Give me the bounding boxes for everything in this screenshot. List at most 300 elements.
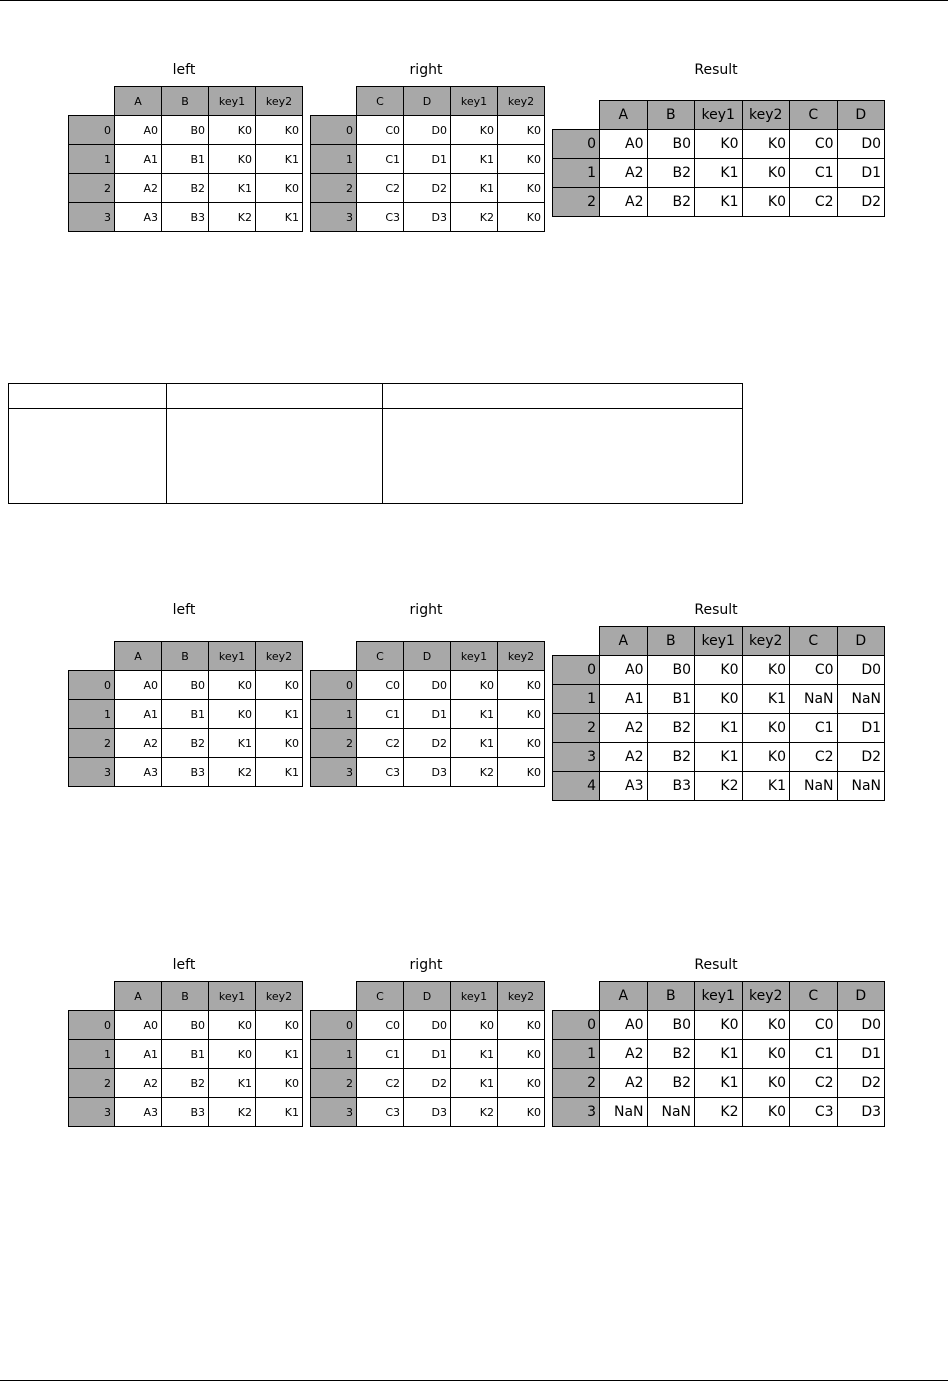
table-cell: B0 — [647, 130, 695, 159]
table-cell: K0 — [498, 700, 545, 729]
table-cell: K1 — [451, 1040, 498, 1069]
table-row — [69, 729, 303, 758]
row-index: 0 — [311, 116, 357, 145]
table-cell: K0 — [498, 758, 545, 787]
table-cell: B1 — [162, 700, 209, 729]
table-cell: A2 — [115, 174, 162, 203]
table-cell: K0 — [209, 700, 256, 729]
table-cell: B3 — [162, 1098, 209, 1127]
table-cell: K2 — [695, 772, 743, 801]
table-cell: K0 — [695, 1011, 743, 1040]
table-cell: K2 — [695, 1098, 743, 1127]
table-cell: K0 — [209, 1011, 256, 1040]
result-caption: Result — [694, 957, 738, 973]
corner-cell — [553, 982, 600, 1011]
table-row — [311, 174, 545, 203]
column-header: key2 — [256, 642, 303, 671]
table-cell: C2 — [790, 743, 838, 772]
left-table — [68, 86, 303, 232]
table-cell: K1 — [695, 743, 743, 772]
left-table — [68, 641, 303, 787]
table-row — [553, 1011, 885, 1040]
table-cell: C2 — [790, 1069, 838, 1098]
table-cell: C3 — [357, 203, 404, 232]
table-cell: C0 — [790, 1011, 838, 1040]
empty-table-header-row — [9, 384, 743, 409]
table-cell: K1 — [256, 1040, 303, 1069]
table-cell: K0 — [695, 685, 743, 714]
table-row — [553, 130, 885, 159]
table-cell: A0 — [115, 671, 162, 700]
empty-table-cell — [9, 384, 167, 409]
row-index: 2 — [553, 188, 600, 217]
row-index: 3 — [553, 743, 600, 772]
table-cell: A2 — [600, 1040, 648, 1069]
table-cell: K0 — [742, 159, 790, 188]
table-cell: K1 — [451, 729, 498, 758]
row-index: 2 — [69, 729, 115, 758]
table-row — [69, 700, 303, 729]
table-cell: NaN — [837, 772, 885, 801]
column-header: key1 — [209, 642, 256, 671]
table-cell: C2 — [357, 174, 404, 203]
empty-table-cell — [383, 384, 743, 409]
table-cell: K1 — [695, 1069, 743, 1098]
header-row — [69, 982, 303, 1011]
table-cell: C2 — [790, 188, 838, 217]
table-cell: C1 — [790, 714, 838, 743]
table-cell: K0 — [498, 145, 545, 174]
table-cell: K0 — [209, 116, 256, 145]
column-header: A — [600, 101, 648, 130]
table-cell: K1 — [451, 174, 498, 203]
row-index: 0 — [553, 1011, 600, 1040]
column-header: key1 — [695, 101, 743, 130]
table-cell: K1 — [742, 772, 790, 801]
corner-cell — [69, 982, 115, 1011]
table-cell: K0 — [695, 656, 743, 685]
column-header: key1 — [451, 87, 498, 116]
result-table — [552, 626, 885, 801]
table-row — [311, 1098, 545, 1127]
corner-cell — [553, 627, 600, 656]
row-index: 2 — [69, 1069, 115, 1098]
table-cell: K0 — [256, 1011, 303, 1040]
table-cell: K0 — [498, 729, 545, 758]
row-index: 1 — [553, 159, 600, 188]
table-cell: D0 — [404, 1011, 451, 1040]
table-cell: K0 — [742, 188, 790, 217]
table-cell: D3 — [404, 203, 451, 232]
header-row — [553, 982, 885, 1011]
table-row — [553, 1040, 885, 1069]
table-row — [553, 714, 885, 743]
table-cell: B2 — [162, 729, 209, 758]
table-cell: D0 — [404, 116, 451, 145]
corner-cell — [69, 87, 115, 116]
table-row — [69, 671, 303, 700]
table-cell: D1 — [404, 1040, 451, 1069]
header-row — [69, 87, 303, 116]
column-header: D — [404, 642, 451, 671]
result-table — [552, 100, 885, 217]
column-header: key1 — [451, 982, 498, 1011]
row-index: 1 — [553, 1040, 600, 1069]
table-cell: B1 — [647, 685, 695, 714]
table-cell: A0 — [600, 130, 648, 159]
table-cell: B2 — [647, 1069, 695, 1098]
table-row — [553, 743, 885, 772]
corner-cell — [311, 982, 357, 1011]
table-cell: D2 — [404, 1069, 451, 1098]
table-cell: K0 — [256, 1069, 303, 1098]
column-header: B — [647, 627, 695, 656]
table-cell: C2 — [357, 729, 404, 758]
table-row — [311, 203, 545, 232]
table-row — [69, 116, 303, 145]
table-cell: K2 — [209, 203, 256, 232]
table-cell: D3 — [404, 1098, 451, 1127]
column-header: key2 — [256, 87, 303, 116]
table-row — [69, 1098, 303, 1127]
table-cell: K1 — [695, 714, 743, 743]
table-cell: D0 — [837, 1011, 885, 1040]
table-cell: A2 — [600, 1069, 648, 1098]
row-index: 1 — [311, 145, 357, 174]
table-cell: C3 — [357, 758, 404, 787]
row-index: 0 — [553, 656, 600, 685]
table-row — [311, 1069, 545, 1098]
table-cell: K1 — [451, 700, 498, 729]
left-caption: left — [172, 62, 196, 78]
empty-table-cell — [167, 409, 383, 504]
table-row — [69, 1069, 303, 1098]
right-table — [310, 981, 545, 1127]
row-index: 2 — [553, 1069, 600, 1098]
table-row — [69, 203, 303, 232]
table-cell: C1 — [357, 700, 404, 729]
table-cell: B3 — [162, 758, 209, 787]
table-cell: K2 — [451, 203, 498, 232]
table-cell: A2 — [115, 1069, 162, 1098]
table-cell: K0 — [256, 671, 303, 700]
header-row — [553, 627, 885, 656]
table-cell: A2 — [600, 714, 648, 743]
result-caption: Result — [694, 62, 738, 78]
empty-table-cell — [383, 409, 743, 504]
row-index: 3 — [69, 758, 115, 787]
table-cell: A1 — [600, 685, 648, 714]
table-row — [311, 671, 545, 700]
column-header: key1 — [209, 982, 256, 1011]
table-cell: K1 — [695, 1040, 743, 1069]
table-row — [553, 1098, 885, 1127]
bottom-rule — [0, 1380, 948, 1381]
column-header: A — [115, 87, 162, 116]
table-cell: A2 — [600, 159, 648, 188]
row-index: 1 — [311, 700, 357, 729]
corner-cell — [69, 642, 115, 671]
left-caption: left — [172, 602, 196, 618]
table-cell: K0 — [498, 174, 545, 203]
right-caption: right — [409, 602, 443, 618]
column-header: C — [790, 101, 838, 130]
table-cell: B0 — [162, 1011, 209, 1040]
column-header: C — [790, 627, 838, 656]
table-cell: K0 — [209, 1040, 256, 1069]
header-row — [311, 642, 545, 671]
table-cell: K1 — [695, 188, 743, 217]
merge-figure-left — [0, 540, 950, 810]
column-header: C — [357, 642, 404, 671]
column-header: key1 — [451, 642, 498, 671]
table-row — [311, 145, 545, 174]
row-index: 1 — [69, 145, 115, 174]
table-cell: K0 — [498, 1040, 545, 1069]
table-row — [553, 159, 885, 188]
table-cell: K1 — [695, 159, 743, 188]
table-cell: A0 — [115, 116, 162, 145]
table-row — [553, 656, 885, 685]
table-cell: K0 — [451, 671, 498, 700]
column-header: key2 — [742, 982, 790, 1011]
table-cell: B2 — [647, 1040, 695, 1069]
table-cell: A3 — [600, 772, 648, 801]
column-header: B — [647, 101, 695, 130]
table-cell: B0 — [647, 656, 695, 685]
table-cell: K1 — [451, 1069, 498, 1098]
table-cell: D2 — [404, 729, 451, 758]
header-row — [311, 982, 545, 1011]
table-cell: K0 — [451, 1011, 498, 1040]
column-header: key1 — [695, 627, 743, 656]
table-cell: K0 — [209, 145, 256, 174]
row-index: 3 — [311, 203, 357, 232]
table-cell: D2 — [837, 188, 885, 217]
table-cell: A2 — [600, 188, 648, 217]
row-index: 0 — [553, 130, 600, 159]
table-cell: K0 — [742, 714, 790, 743]
table-cell: NaN — [790, 685, 838, 714]
table-cell: K0 — [498, 1069, 545, 1098]
table-cell: B2 — [647, 159, 695, 188]
table-cell: C0 — [357, 1011, 404, 1040]
table-cell: K2 — [451, 1098, 498, 1127]
table-cell: NaN — [837, 685, 885, 714]
column-header: key2 — [256, 982, 303, 1011]
table-cell: B2 — [647, 743, 695, 772]
header-row — [311, 87, 545, 116]
header-row — [69, 642, 303, 671]
table-cell: A3 — [115, 203, 162, 232]
table-cell: C2 — [357, 1069, 404, 1098]
row-index: 0 — [311, 1011, 357, 1040]
table-cell: B3 — [647, 772, 695, 801]
table-cell: B2 — [162, 174, 209, 203]
table-cell: K1 — [256, 758, 303, 787]
column-header: B — [162, 982, 209, 1011]
table-cell: K1 — [256, 145, 303, 174]
result-caption: Result — [694, 602, 738, 618]
table-cell: K2 — [451, 758, 498, 787]
row-index: 2 — [553, 714, 600, 743]
column-header: A — [115, 982, 162, 1011]
table-row — [69, 174, 303, 203]
table-cell: B0 — [162, 671, 209, 700]
table-cell: K1 — [256, 700, 303, 729]
corner-cell — [311, 642, 357, 671]
table-row — [553, 772, 885, 801]
table-cell: A2 — [600, 743, 648, 772]
column-header: key2 — [742, 627, 790, 656]
table-row — [69, 1011, 303, 1040]
right-caption: right — [409, 62, 443, 78]
table-cell: B1 — [162, 1040, 209, 1069]
column-header: B — [162, 642, 209, 671]
row-index: 2 — [311, 1069, 357, 1098]
column-header: key2 — [498, 87, 545, 116]
table-cell: D0 — [837, 130, 885, 159]
table-row — [553, 188, 885, 217]
table-cell: K1 — [256, 203, 303, 232]
row-index: 1 — [69, 700, 115, 729]
row-index: 3 — [69, 1098, 115, 1127]
row-index: 0 — [69, 116, 115, 145]
column-header: key2 — [498, 982, 545, 1011]
table-cell: C0 — [357, 671, 404, 700]
right-table — [310, 641, 545, 787]
corner-cell — [311, 87, 357, 116]
table-cell: K1 — [209, 729, 256, 758]
table-cell: K0 — [498, 671, 545, 700]
table-cell: A0 — [600, 656, 648, 685]
table-cell: K0 — [498, 1011, 545, 1040]
table-row — [311, 729, 545, 758]
table-cell: K0 — [742, 1098, 790, 1127]
column-header: A — [115, 642, 162, 671]
column-header: D — [837, 982, 885, 1011]
table-cell: K0 — [498, 203, 545, 232]
table-cell: C1 — [357, 145, 404, 174]
column-header: key1 — [695, 982, 743, 1011]
table-cell: NaN — [600, 1098, 648, 1127]
table-row — [311, 758, 545, 787]
table-cell: D0 — [837, 656, 885, 685]
table-cell: K0 — [742, 1011, 790, 1040]
empty-table-body-row — [9, 409, 743, 504]
left-table — [68, 981, 303, 1127]
table-cell: A1 — [115, 1040, 162, 1069]
row-index: 3 — [69, 203, 115, 232]
table-row — [311, 700, 545, 729]
table-cell: D2 — [837, 1069, 885, 1098]
row-index: 3 — [311, 1098, 357, 1127]
table-cell: D3 — [837, 1098, 885, 1127]
table-cell: NaN — [647, 1098, 695, 1127]
table-cell: B2 — [647, 188, 695, 217]
corner-cell — [553, 101, 600, 130]
table-cell: D0 — [404, 671, 451, 700]
table-cell: B2 — [647, 714, 695, 743]
table-row — [311, 1011, 545, 1040]
table-cell: C3 — [357, 1098, 404, 1127]
table-row — [69, 1040, 303, 1069]
table-cell: K0 — [498, 116, 545, 145]
row-index: 0 — [69, 671, 115, 700]
table-cell: B0 — [162, 116, 209, 145]
result-table — [552, 981, 885, 1127]
table-cell: K0 — [742, 1069, 790, 1098]
table-cell: K0 — [256, 174, 303, 203]
table-cell: K0 — [498, 1098, 545, 1127]
table-cell: B3 — [162, 203, 209, 232]
table-row — [69, 758, 303, 787]
table-cell: K0 — [742, 656, 790, 685]
table-cell: K1 — [256, 1098, 303, 1127]
table-cell: K0 — [695, 130, 743, 159]
column-header: key1 — [209, 87, 256, 116]
column-header: D — [404, 87, 451, 116]
table-cell: K2 — [209, 1098, 256, 1127]
merge-figure-inner — [0, 0, 950, 240]
table-cell: NaN — [790, 772, 838, 801]
table-cell: D1 — [837, 159, 885, 188]
table-cell: B0 — [647, 1011, 695, 1040]
row-index: 3 — [311, 758, 357, 787]
table-cell: K0 — [256, 729, 303, 758]
row-index: 2 — [69, 174, 115, 203]
table-cell: A0 — [115, 1011, 162, 1040]
table-cell: D1 — [837, 1040, 885, 1069]
table-row — [553, 685, 885, 714]
column-header: D — [837, 101, 885, 130]
row-index: 3 — [553, 1098, 600, 1127]
table-row — [311, 1040, 545, 1069]
column-header: C — [357, 87, 404, 116]
table-cell: A0 — [600, 1011, 648, 1040]
row-index: 1 — [311, 1040, 357, 1069]
empty-table-cell — [167, 384, 383, 409]
table-cell: A1 — [115, 145, 162, 174]
table-cell: C1 — [357, 1040, 404, 1069]
row-index: 2 — [311, 174, 357, 203]
row-index: 0 — [69, 1011, 115, 1040]
column-header: B — [162, 87, 209, 116]
column-header: A — [600, 627, 648, 656]
table-row — [553, 1069, 885, 1098]
table-cell: C3 — [790, 1098, 838, 1127]
table-cell: A3 — [115, 758, 162, 787]
row-index: 4 — [553, 772, 600, 801]
table-cell: K0 — [209, 671, 256, 700]
table-cell: K0 — [742, 743, 790, 772]
table-cell: K1 — [209, 174, 256, 203]
table-row — [69, 145, 303, 174]
table-cell: K0 — [451, 116, 498, 145]
table-cell: D2 — [404, 174, 451, 203]
column-header: key2 — [742, 101, 790, 130]
table-cell: B2 — [162, 1069, 209, 1098]
row-index: 2 — [311, 729, 357, 758]
table-cell: A1 — [115, 700, 162, 729]
right-caption: right — [409, 957, 443, 973]
table-cell: K1 — [451, 145, 498, 174]
column-header: key2 — [498, 642, 545, 671]
right-table — [310, 86, 545, 232]
table-cell: K0 — [742, 1040, 790, 1069]
table-cell: K0 — [256, 116, 303, 145]
table-cell: C1 — [790, 1040, 838, 1069]
